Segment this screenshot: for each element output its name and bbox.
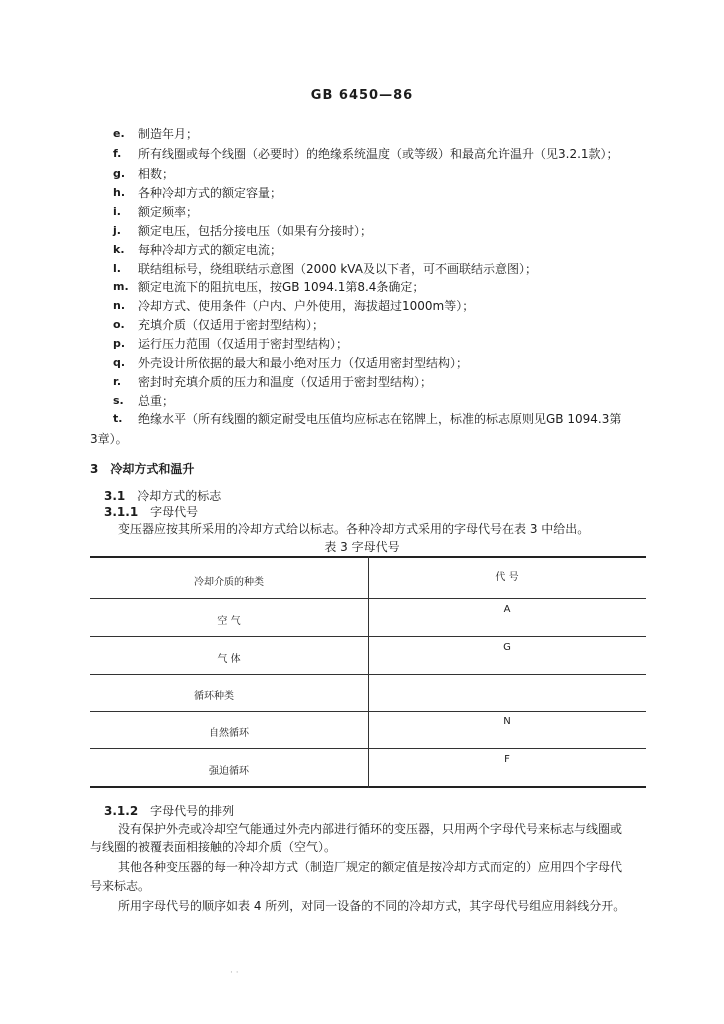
item-letter: k.: [113, 243, 125, 256]
section-title: 字母代号: [150, 505, 199, 519]
table-header-code: 代 号: [495, 572, 519, 583]
item-letter: m.: [113, 280, 129, 293]
paragraph-line: 其他各种变压器的每一种冷却方式（制造厂规定的额定值是按冷却方式而定的）应用四个字母代: [118, 860, 623, 874]
table-cell-label: 自然循环: [209, 728, 249, 739]
item-text: 各种冷却方式的额定容量；: [138, 186, 283, 200]
table-cell-label: 空 气: [217, 616, 241, 627]
item-letter: q.: [113, 356, 126, 369]
item-text: 绝缘水平（所有线圈的额定耐受电压值均应标志在铭牌上，标准的标志原则见GB 1094.3第: [138, 412, 622, 426]
item-text: 冷却方式、使用条件（户内、户外使用，海拔超过1000m等）；: [138, 299, 475, 313]
item-letter: g.: [113, 167, 126, 180]
section-title: 冷却方式和温升: [110, 462, 195, 476]
section-number: 3.1.2: [104, 804, 139, 818]
item-letter: j.: [113, 224, 121, 237]
item-text: 充填介质（仅适用于密封型结构）；: [138, 318, 325, 332]
table-cell-label: 气 体: [217, 654, 241, 665]
paragraph-line: 与线圈的被覆表面相接触的冷却介质（空气）。: [90, 840, 337, 854]
section-title: 冷却方式的标志: [137, 489, 222, 503]
scan-speck: · ·: [230, 968, 239, 978]
item-letter: p.: [113, 337, 126, 350]
table-3-caption: 表 3 字母代号: [324, 540, 400, 554]
item-text: 所有线圈或每个线圈（必要时）的绝缘系统温度（或等级）和最高允许温升（见3.2.1款）；: [138, 147, 619, 161]
paragraph-line: 号来标志。: [90, 879, 151, 893]
section-3-1-heading: [104, 487, 221, 504]
item-text: 密封时充填介质的压力和温度（仅适用于密封型结构）；: [138, 375, 433, 389]
item-letter: r.: [113, 375, 122, 388]
item-text: 运行压力范围（仅适用于密封型结构）；: [138, 337, 349, 351]
item-text: 每种冷却方式的额定电流；: [138, 243, 283, 257]
table-cell-label: 强迫循环: [209, 766, 249, 777]
item-letter: h.: [113, 186, 126, 199]
table-cell-code: A: [503, 604, 511, 615]
section-number: 3.1.1: [104, 505, 139, 519]
section-3-1-1-heading: [104, 503, 198, 520]
page-header: GB 6450—86: [310, 88, 414, 103]
table-header-medium: 冷却介质的种类: [194, 577, 264, 588]
paragraph-line: 没有保护外壳或冷却空气能通过外壳内部进行循环的变压器，只用两个字母代号来标志与线圈或: [118, 822, 623, 836]
item-text: 额定电压，包括分接电压（如果有分接时）；: [138, 224, 373, 238]
item-letter: f.: [113, 147, 122, 160]
item-text: 联结组标号，绕组联结示意图（2000 kVA及以下者，可不画联结示意图）；: [138, 262, 537, 276]
table-cell-code: F: [504, 754, 510, 765]
item-letter: i.: [113, 205, 121, 218]
section-number: 3.1: [104, 489, 126, 503]
item-letter: n.: [113, 299, 126, 312]
table-cell-label: 循环种类: [194, 691, 234, 702]
item-text: 相数；: [138, 167, 175, 181]
item-letter: s.: [113, 394, 124, 407]
table-3: [90, 556, 646, 788]
table-cell-code: N: [503, 716, 511, 727]
item-letter: e.: [113, 127, 125, 140]
section-3-1-2-heading: [104, 802, 234, 819]
item-text: 额定频率；: [138, 205, 199, 219]
paragraph-line: 所用字母代号的顺序如表 4 所列，对同一设备的不同的冷却方式，其字母代号组应用斜线分开。: [118, 899, 626, 913]
section-number: 3: [90, 462, 99, 476]
item-letter: t.: [113, 412, 123, 425]
item-letter: o.: [113, 318, 125, 331]
item-text: 制造年月；: [138, 127, 199, 141]
item-text: 总重；: [138, 394, 175, 408]
section-title: 字母代号的排列: [150, 804, 235, 818]
section-3-heading: [90, 460, 194, 477]
item-text: 额定电流下的阻抗电压，按GB 1094.1第8.4条确定；: [138, 280, 425, 294]
item-text: 外壳设计所依据的最大和最小绝对压力（仅适用密封型结构）；: [138, 356, 469, 370]
item-t-continuation: 3章）。: [90, 432, 128, 446]
item-letter: l.: [113, 262, 121, 275]
paragraph-3-1-1: 变压器应按其所采用的冷却方式给以标志。各种冷却方式采用的字母代号在表 3 中给出。: [118, 522, 590, 536]
table-cell-code: G: [503, 642, 511, 653]
